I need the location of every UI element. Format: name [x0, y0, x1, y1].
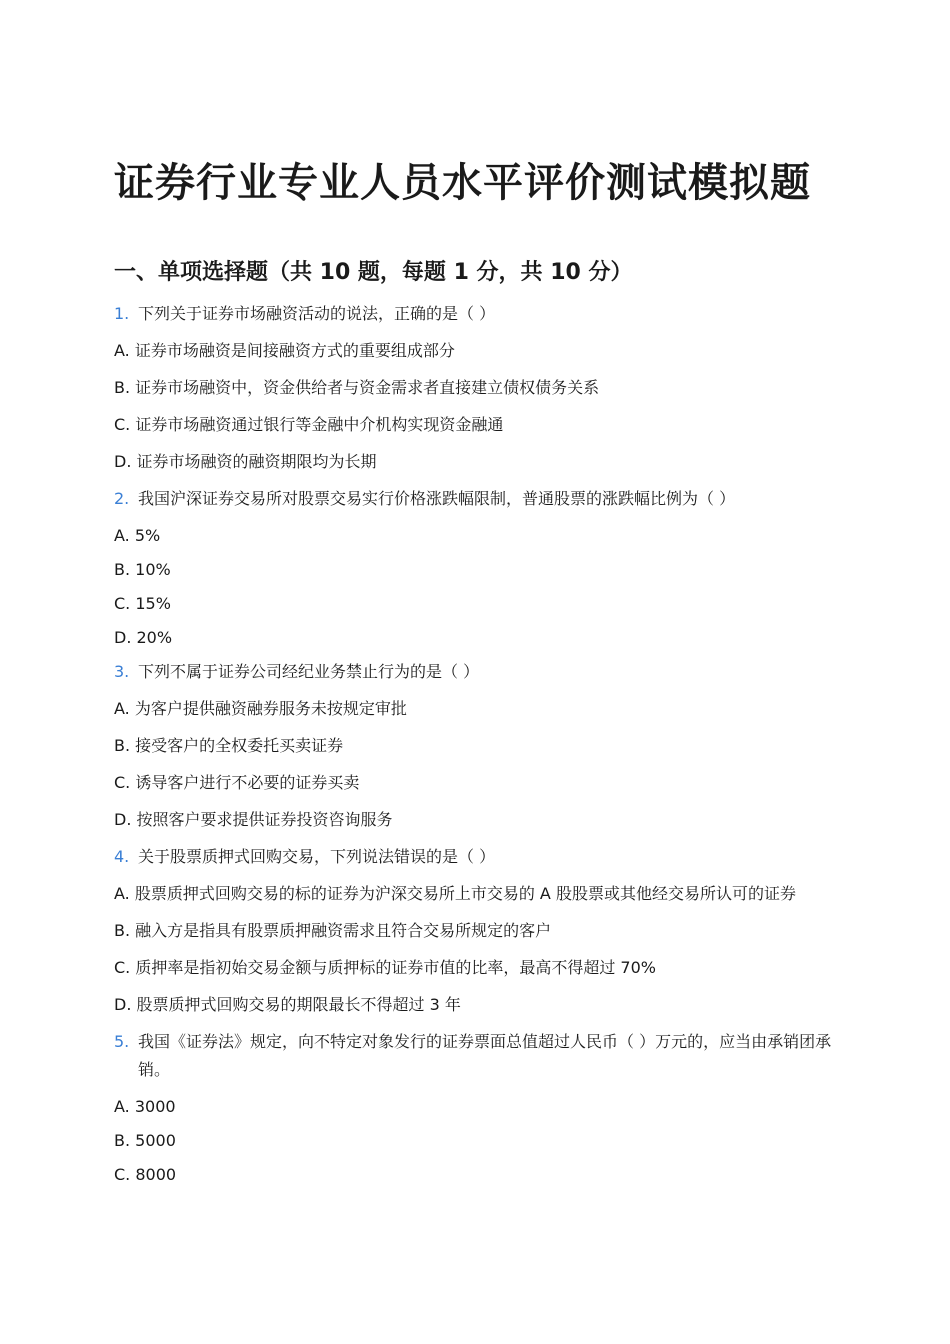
question-text: 关于股票质押式回购交易，下列说法错误的是（ ） — [138, 847, 496, 866]
question-1 — [114, 300, 839, 328]
option-1c: C. 证券市场融资通过银行等金融中介机构实现资金融通 — [114, 415, 504, 434]
question-number: 2. — [114, 489, 130, 508]
option-2b: B. 10% — [114, 560, 171, 579]
option-5a: A. 3000 — [114, 1097, 176, 1116]
option-4c: C. 质押率是指初始交易金额与质押标的证券市值的比率，最高不得超过 70% — [114, 958, 656, 977]
option-1d: D. 证券市场融资的融资期限均为长期 — [114, 452, 377, 471]
section-title: 一、单项选择题（共 10 题，每题 1 分，共 10 分） — [114, 260, 633, 285]
question-2 — [114, 485, 839, 513]
question-number: 3. — [114, 662, 130, 681]
option-2d: D. 20% — [114, 628, 173, 647]
option-2a: A. 5% — [114, 526, 161, 545]
option-3d: D. 按照客户要求提供证券投资咨询服务 — [114, 810, 393, 829]
option-1a: A. 证券市场融资是间接融资方式的重要组成部分 — [114, 341, 455, 360]
question-text: 我国沪深证券交易所对股票交易实行价格涨跌幅限制，普通股票的涨跌幅比例为（ ） — [138, 489, 736, 508]
option-4a: A. 股票质押式回购交易的标的证券为沪深交易所上市交易的 A 股股票或其他经交易所认可的证券 — [114, 884, 796, 903]
document-title: 证券行业专业人员水平评价测试模拟题 — [114, 160, 811, 206]
question-3 — [114, 658, 839, 686]
question-text: 下列不属于证券公司经纪业务禁止行为的是（ ） — [138, 662, 480, 681]
question-text: 我国《证券法》规定，向不特定对象发行的证券票面总值超过人民币（ ）万元的，应当由承销团承销。 — [138, 1032, 832, 1079]
question-number: 5. — [114, 1032, 130, 1051]
question-number: 1. — [114, 304, 130, 323]
option-5b: B. 5000 — [114, 1131, 176, 1150]
option-3b: B. 接受客户的全权委托买卖证券 — [114, 736, 344, 755]
question-5 — [114, 1028, 839, 1084]
option-2c: C. 15% — [114, 594, 171, 613]
option-3c: C. 诱导客户进行不必要的证券买卖 — [114, 773, 360, 792]
question-4 — [114, 843, 839, 871]
option-5c: C. 8000 — [114, 1165, 177, 1184]
option-4b: B. 融入方是指具有股票质押融资需求且符合交易所规定的客户 — [114, 921, 552, 940]
option-4d: D. 股票质押式回购交易的期限最长不得超过 3 年 — [114, 995, 461, 1014]
option-3a: A. 为客户提供融资融券服务未按规定审批 — [114, 699, 407, 718]
question-text: 下列关于证券市场融资活动的说法，正确的是（ ） — [138, 304, 496, 323]
question-number: 4. — [114, 847, 130, 866]
question-list — [114, 300, 839, 1195]
option-1b: B. 证券市场融资中，资金供给者与资金需求者直接建立债权债务关系 — [114, 378, 600, 397]
